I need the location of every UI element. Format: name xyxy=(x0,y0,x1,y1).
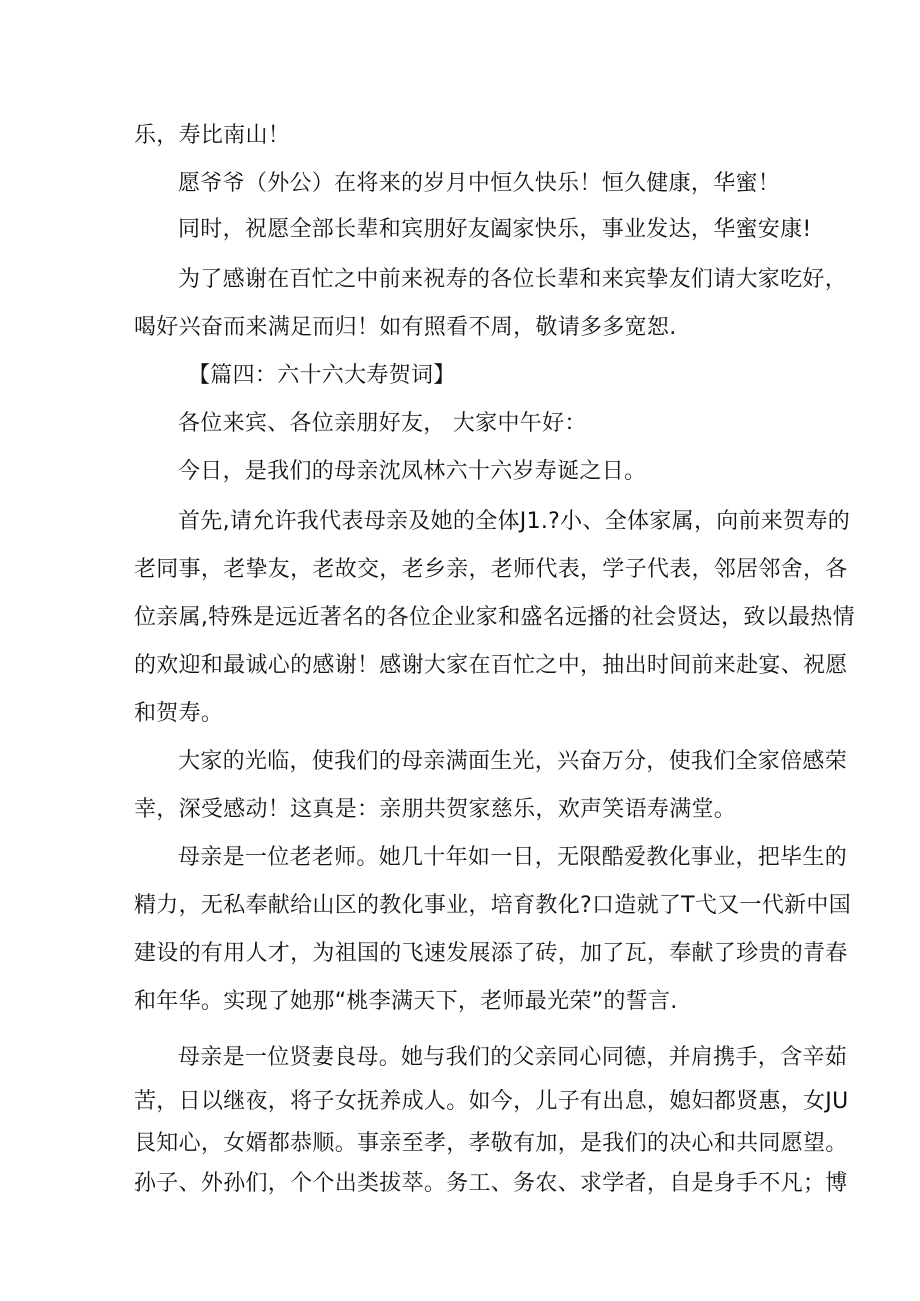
text-line: 首先,请允许我代表母亲及她的全体J1.?小、全体家属，向前来贺寿的 xyxy=(178,509,851,534)
text-line: 苦，日以继夜，将子女抚养成人。如今，儿子有出息，媳妇都贤惠，女JU xyxy=(134,1089,849,1114)
text-line: 母亲是一位老老师。她几十年如一日，无限酷爱教化事业，把毕生的 xyxy=(178,845,848,870)
text-line: 建设的有用人才，为祖国的飞速发展添了砖，加了瓦，奉献了珍贵的青春 xyxy=(134,941,848,966)
text-line: 同时，祝愿全部长辈和宾朋好友阖家快乐，事业发达，华蜜安康! xyxy=(178,217,812,242)
text-line: 各位来宾、各位亲朋好友， 大家中午好： xyxy=(178,411,587,436)
text-line: 今日，是我们的母亲沈凤林六十六岁寿诞之日。 xyxy=(178,459,647,484)
text-line: 母亲是一位贤妻良母。她与我们的父亲同心同德，并肩携手，含辛茹 xyxy=(178,1045,848,1070)
text-line: 喝好兴奋而来满足而归！如有照看不周，敬请多多宽恕. xyxy=(134,315,677,340)
text-line: 的欢迎和最诚心的感谢！感谢大家在百忙之中，抽出时间前来赴宴、祝愿 xyxy=(134,653,848,678)
section-heading: 【篇四：六十六大寿贺词】 xyxy=(188,363,456,388)
text-line: 愿爷爷（外公）在将来的岁月中恒久快乐！恒久健康，华蜜！ xyxy=(178,171,781,196)
text-line: 乐，寿比南山！ xyxy=(134,123,291,148)
text-line: 精力，无私奉献给山区的教化事业，培育教化?口造就了T弋又一代新中国 xyxy=(134,893,852,918)
text-line: 和贺寿。 xyxy=(134,701,224,726)
text-line: 和年华。实现了她那“桃李满天下，老师最光荣”的誓言. xyxy=(134,989,678,1014)
text-line: 艮知心，女婿都恭顺。事亲至孝，孝敬有加，是我们的决心和共同愿望。 xyxy=(134,1131,848,1156)
text-line: 位亲属,特殊是远近著名的各位企业家和盛名远播的社会贤达，致以最热情 xyxy=(134,605,855,630)
text-line: 大家的光临，使我们的母亲满面生光，兴奋万分，使我们全家倍感荣 xyxy=(178,749,848,774)
text-line: 孙子、外孙们，个个出类拔萃。务工、务农、求学者，自是身手不凡；博 xyxy=(134,1171,848,1196)
text-line: 幸，深受感动！这真是：亲朋共贺家慈乐，欢声笑语寿满堂。 xyxy=(134,797,737,822)
text-line: 老同事，老挚友，老故交，老乡亲，老师代表，学子代表，邻居邻舍，各 xyxy=(134,557,848,582)
text-line: 为了感谢在百忙之中前来祝寿的各位长辈和来宾挚友们请大家吃好， xyxy=(178,267,848,292)
